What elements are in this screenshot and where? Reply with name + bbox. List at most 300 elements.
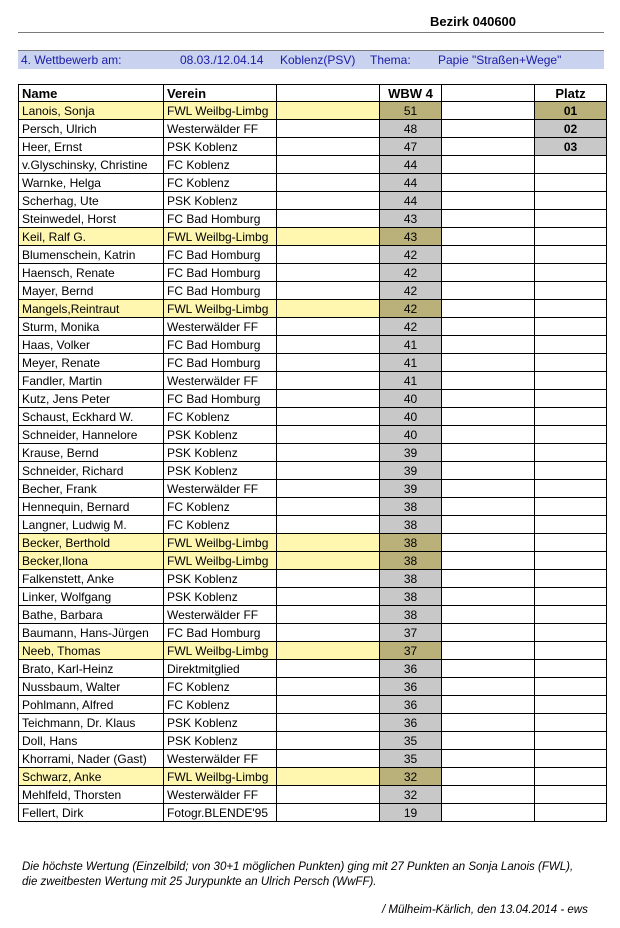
table-row <box>19 570 607 588</box>
cell-empty <box>277 552 380 570</box>
cell-platz <box>535 300 607 318</box>
cell-score: 41 <box>380 336 442 354</box>
table-row <box>19 210 607 228</box>
table-row <box>19 264 607 282</box>
cell-name: Linker, Wolfgang <box>19 588 164 606</box>
table-row <box>19 174 607 192</box>
cell-verein: FC Koblenz <box>164 156 277 174</box>
cell-score: 42 <box>380 300 442 318</box>
table-header-row <box>19 85 607 102</box>
cell-score: 36 <box>380 660 442 678</box>
cell-score: 42 <box>380 264 442 282</box>
cell-platz <box>535 588 607 606</box>
cell-platz <box>535 318 607 336</box>
cell-name: Becher, Frank <box>19 480 164 498</box>
cell-empty <box>442 102 535 120</box>
cell-empty <box>277 264 380 282</box>
cell-empty <box>442 516 535 534</box>
cell-score: 37 <box>380 642 442 660</box>
theme-value: Papie "Straßen+Wege" <box>438 53 562 67</box>
cell-verein: PSK Koblenz <box>164 138 277 156</box>
cell-empty <box>277 768 380 786</box>
results-table <box>18 84 607 822</box>
footer-line: Die höchste Wertung (Einzelbild; von 30+1 möglichen Punkten) ging mit 27 Punkten an Sonja Lanois (FWL), <box>22 861 574 873</box>
cell-score: 37 <box>380 624 442 642</box>
cell-empty <box>442 246 535 264</box>
column-header-verein: Verein <box>164 85 277 102</box>
cell-platz <box>535 156 607 174</box>
cell-empty <box>442 768 535 786</box>
table-row <box>19 750 607 768</box>
cell-name: Becker,Ilona <box>19 552 164 570</box>
cell-platz <box>535 462 607 480</box>
table-row <box>19 156 607 174</box>
cell-empty <box>277 444 380 462</box>
cell-empty <box>277 228 380 246</box>
table-row <box>19 552 607 570</box>
cell-name: Sturm, Monika <box>19 318 164 336</box>
column-header-wbw: WBW 4 <box>380 85 442 102</box>
cell-score: 38 <box>380 534 442 552</box>
cell-platz <box>535 804 607 822</box>
table-row <box>19 606 607 624</box>
cell-empty <box>277 732 380 750</box>
table-row <box>19 480 607 498</box>
cell-score: 44 <box>380 156 442 174</box>
column-header-name: Name <box>19 85 164 102</box>
table-row <box>19 120 607 138</box>
cell-verein: Westerwälder FF <box>164 372 277 390</box>
cell-name: Baumann, Hans-Jürgen <box>19 624 164 642</box>
cell-score: 43 <box>380 210 442 228</box>
cell-platz <box>535 660 607 678</box>
cell-verein: FWL Weilbg-Limbg <box>164 642 277 660</box>
column-header-platz: Platz <box>535 85 607 102</box>
cell-verein: FC Bad Homburg <box>164 624 277 642</box>
cell-empty <box>442 678 535 696</box>
cell-platz <box>535 480 607 498</box>
district-title: Bezirk 040600 <box>430 14 517 29</box>
cell-verein: Westerwälder FF <box>164 606 277 624</box>
cell-empty <box>277 138 380 156</box>
cell-empty <box>442 732 535 750</box>
cell-verein: Westerwälder FF <box>164 750 277 768</box>
cell-verein: FC Koblenz <box>164 516 277 534</box>
cell-verein: FWL Weilbg-Limbg <box>164 534 277 552</box>
cell-empty <box>277 282 380 300</box>
table-row <box>19 534 607 552</box>
cell-empty <box>277 678 380 696</box>
cell-verein: FC Koblenz <box>164 174 277 192</box>
cell-verein: FC Bad Homburg <box>164 354 277 372</box>
cell-score: 19 <box>380 804 442 822</box>
cell-name: Keil, Ralf G. <box>19 228 164 246</box>
cell-empty <box>277 606 380 624</box>
cell-empty <box>442 570 535 588</box>
cell-score: 48 <box>380 120 442 138</box>
cell-name: Warnke, Helga <box>19 174 164 192</box>
cell-verein: FC Bad Homburg <box>164 336 277 354</box>
cell-empty <box>442 156 535 174</box>
cell-empty <box>277 480 380 498</box>
cell-name: Lanois, Sonja <box>19 102 164 120</box>
cell-name: Nussbaum, Walter <box>19 678 164 696</box>
cell-platz <box>535 696 607 714</box>
cell-empty <box>277 588 380 606</box>
cell-verein: Westerwälder FF <box>164 480 277 498</box>
cell-score: 36 <box>380 696 442 714</box>
cell-name: Blumenschein, Katrin <box>19 246 164 264</box>
cell-empty <box>442 426 535 444</box>
cell-platz <box>535 372 607 390</box>
cell-empty <box>277 408 380 426</box>
cell-platz: 03 <box>535 138 607 156</box>
cell-empty <box>442 138 535 156</box>
cell-score: 32 <box>380 786 442 804</box>
table-row <box>19 390 607 408</box>
cell-empty <box>277 498 380 516</box>
cell-verein: PSK Koblenz <box>164 462 277 480</box>
footer-line: die zweitbesten Wertung mit 25 Jurypunkte an Ulrich Persch (WwFF). <box>22 876 377 888</box>
table-row <box>19 768 607 786</box>
table-row <box>19 804 607 822</box>
table-row <box>19 498 607 516</box>
cell-score: 38 <box>380 516 442 534</box>
cell-platz <box>535 174 607 192</box>
cell-name: Fellert, Dirk <box>19 804 164 822</box>
cell-empty <box>442 786 535 804</box>
cell-verein: PSK Koblenz <box>164 192 277 210</box>
cell-name: Khorrami, Nader (Gast) <box>19 750 164 768</box>
cell-platz <box>535 192 607 210</box>
cell-verein: FC Koblenz <box>164 408 277 426</box>
cell-name: Hennequin, Bernard <box>19 498 164 516</box>
cell-platz <box>535 714 607 732</box>
cell-platz <box>535 750 607 768</box>
cell-name: Mehlfeld, Thorsten <box>19 786 164 804</box>
cell-verein: Westerwälder FF <box>164 120 277 138</box>
cell-empty <box>277 174 380 192</box>
cell-verein: FWL Weilbg-Limbg <box>164 552 277 570</box>
cell-name: Bathe, Barbara <box>19 606 164 624</box>
table-row <box>19 300 607 318</box>
cell-verein: FWL Weilbg-Limbg <box>164 300 277 318</box>
cell-name: Schaust, Eckhard W. <box>19 408 164 426</box>
cell-empty <box>442 174 535 192</box>
cell-verein: PSK Koblenz <box>164 426 277 444</box>
cell-score: 38 <box>380 552 442 570</box>
cell-empty <box>277 804 380 822</box>
cell-name: v.Glyschinsky, Christine <box>19 156 164 174</box>
cell-empty <box>277 354 380 372</box>
cell-platz <box>535 732 607 750</box>
table-row <box>19 336 607 354</box>
cell-name: Heer, Ernst <box>19 138 164 156</box>
table-row <box>19 246 607 264</box>
cell-name: Becker, Berthold <box>19 534 164 552</box>
cell-platz <box>535 408 607 426</box>
cell-name: Neeb, Thomas <box>19 642 164 660</box>
cell-score: 42 <box>380 318 442 336</box>
table-row <box>19 282 607 300</box>
cell-verein: Westerwälder FF <box>164 786 277 804</box>
column-header-empty <box>442 85 535 102</box>
cell-platz <box>535 516 607 534</box>
cell-name: Teichmann, Dr. Klaus <box>19 714 164 732</box>
cell-empty <box>442 192 535 210</box>
table-row <box>19 624 607 642</box>
cell-name: Haensch, Renate <box>19 264 164 282</box>
cell-score: 41 <box>380 372 442 390</box>
cell-name: Fandler, Martin <box>19 372 164 390</box>
cell-empty <box>442 804 535 822</box>
cell-name: Mayer, Bernd <box>19 282 164 300</box>
cell-score: 47 <box>380 138 442 156</box>
cell-verein: FWL Weilbg-Limbg <box>164 768 277 786</box>
cell-verein: FC Bad Homburg <box>164 246 277 264</box>
cell-platz <box>535 534 607 552</box>
cell-empty <box>442 318 535 336</box>
cell-platz <box>535 210 607 228</box>
cell-name: Scherhag, Ute <box>19 192 164 210</box>
cell-empty <box>442 660 535 678</box>
cell-name: Schwarz, Anke <box>19 768 164 786</box>
cell-platz <box>535 336 607 354</box>
cell-empty <box>277 336 380 354</box>
cell-name: Langner, Ludwig M. <box>19 516 164 534</box>
cell-empty <box>442 120 535 138</box>
cell-name: Persch, Ulrich <box>19 120 164 138</box>
cell-verein: Westerwälder FF <box>164 318 277 336</box>
cell-verein: FWL Weilbg-Limbg <box>164 102 277 120</box>
cell-name: Pohlmann, Alfred <box>19 696 164 714</box>
cell-empty <box>277 516 380 534</box>
cell-empty <box>442 588 535 606</box>
cell-empty <box>277 426 380 444</box>
cell-score: 39 <box>380 462 442 480</box>
cell-platz <box>535 678 607 696</box>
cell-verein: FC Koblenz <box>164 696 277 714</box>
table-row <box>19 426 607 444</box>
cell-empty <box>277 750 380 768</box>
cell-verein: FC Bad Homburg <box>164 210 277 228</box>
cell-score: 36 <box>380 714 442 732</box>
cell-verein: FC Bad Homburg <box>164 390 277 408</box>
cell-empty <box>442 534 535 552</box>
cell-score: 35 <box>380 750 442 768</box>
cell-empty <box>277 570 380 588</box>
theme-label: Thema: <box>370 53 411 67</box>
table-row <box>19 714 607 732</box>
cell-empty <box>277 318 380 336</box>
cell-empty <box>277 786 380 804</box>
cell-empty <box>277 156 380 174</box>
cell-score: 42 <box>380 282 442 300</box>
cell-score: 42 <box>380 246 442 264</box>
cell-verein: FC Koblenz <box>164 498 277 516</box>
cell-platz <box>535 354 607 372</box>
cell-name: Schneider, Hannelore <box>19 426 164 444</box>
cell-empty <box>442 498 535 516</box>
cell-name: Steinwedel, Horst <box>19 210 164 228</box>
cell-empty <box>442 282 535 300</box>
cell-score: 38 <box>380 570 442 588</box>
cell-platz <box>535 426 607 444</box>
cell-empty <box>277 696 380 714</box>
cell-empty <box>442 354 535 372</box>
cell-verein: Direktmitglied <box>164 660 277 678</box>
cell-score: 40 <box>380 390 442 408</box>
cell-empty <box>442 300 535 318</box>
cell-verein: PSK Koblenz <box>164 714 277 732</box>
cell-empty <box>442 750 535 768</box>
cell-platz <box>535 282 607 300</box>
table-row <box>19 660 607 678</box>
table-row <box>19 696 607 714</box>
table-row <box>19 588 607 606</box>
cell-empty <box>442 210 535 228</box>
cell-score: 38 <box>380 588 442 606</box>
table-row <box>19 102 607 120</box>
cell-name: Krause, Bernd <box>19 444 164 462</box>
cell-verein: FWL Weilbg-Limbg <box>164 228 277 246</box>
cell-name: Brato, Karl-Heinz <box>19 660 164 678</box>
table-row <box>19 732 607 750</box>
column-header-empty <box>277 85 380 102</box>
cell-empty <box>277 390 380 408</box>
table-row <box>19 786 607 804</box>
table-row <box>19 462 607 480</box>
cell-empty <box>442 462 535 480</box>
table-row <box>19 318 607 336</box>
cell-empty <box>442 606 535 624</box>
cell-empty <box>277 372 380 390</box>
cell-empty <box>442 552 535 570</box>
cell-empty <box>277 714 380 732</box>
table-row <box>19 408 607 426</box>
cell-empty <box>442 444 535 462</box>
cell-platz <box>535 570 607 588</box>
cell-verein: PSK Koblenz <box>164 588 277 606</box>
competition-dates: 08.03./12.04.14 <box>180 53 264 67</box>
cell-score: 44 <box>380 174 442 192</box>
competition-label: 4. Wettbewerb am: <box>21 53 122 67</box>
cell-score: 51 <box>380 102 442 120</box>
cell-verein: Fotogr.BLENDE'95 <box>164 804 277 822</box>
cell-name: Doll, Hans <box>19 732 164 750</box>
cell-empty <box>442 696 535 714</box>
cell-name: Haas, Volker <box>19 336 164 354</box>
cell-platz <box>535 768 607 786</box>
cell-score: 36 <box>380 678 442 696</box>
cell-platz: 01 <box>535 102 607 120</box>
cell-empty <box>277 102 380 120</box>
cell-name: Schneider, Richard <box>19 462 164 480</box>
cell-verein: FC Bad Homburg <box>164 264 277 282</box>
cell-platz <box>535 246 607 264</box>
table-row <box>19 642 607 660</box>
cell-score: 38 <box>380 606 442 624</box>
competition-place: Koblenz(PSV) <box>280 53 356 67</box>
cell-name: Kutz, Jens Peter <box>19 390 164 408</box>
competition-info-bar <box>18 50 604 69</box>
cell-score: 40 <box>380 408 442 426</box>
cell-score: 39 <box>380 480 442 498</box>
table-row <box>19 192 607 210</box>
cell-empty <box>277 624 380 642</box>
cell-verein: PSK Koblenz <box>164 444 277 462</box>
cell-empty <box>277 660 380 678</box>
cell-empty <box>442 264 535 282</box>
table-row <box>19 138 607 156</box>
cell-verein: FC Koblenz <box>164 678 277 696</box>
cell-platz <box>535 624 607 642</box>
cell-score: 32 <box>380 768 442 786</box>
cell-name: Mangels,Reintraut <box>19 300 164 318</box>
cell-verein: FC Bad Homburg <box>164 282 277 300</box>
cell-platz <box>535 390 607 408</box>
cell-empty <box>277 246 380 264</box>
cell-platz <box>535 642 607 660</box>
cell-score: 41 <box>380 354 442 372</box>
cell-empty <box>277 192 380 210</box>
cell-score: 35 <box>380 732 442 750</box>
cell-score: 40 <box>380 426 442 444</box>
table-row <box>19 516 607 534</box>
cell-score: 38 <box>380 498 442 516</box>
cell-verein: PSK Koblenz <box>164 732 277 750</box>
cell-empty <box>442 408 535 426</box>
table-row <box>19 678 607 696</box>
cell-empty <box>277 210 380 228</box>
cell-name: Falkenstett, Anke <box>19 570 164 588</box>
cell-empty <box>277 462 380 480</box>
signature-line: / Mülheim-Kärlich, den 13.04.2014 - ews <box>382 904 588 916</box>
footer-note <box>22 860 573 890</box>
cell-platz <box>535 228 607 246</box>
cell-empty <box>277 534 380 552</box>
cell-empty <box>442 228 535 246</box>
cell-platz <box>535 498 607 516</box>
cell-platz <box>535 264 607 282</box>
divider <box>18 32 604 33</box>
cell-empty <box>442 624 535 642</box>
cell-empty <box>442 372 535 390</box>
cell-empty <box>442 336 535 354</box>
table-row <box>19 372 607 390</box>
cell-empty <box>442 714 535 732</box>
cell-platz: 02 <box>535 120 607 138</box>
cell-platz <box>535 606 607 624</box>
cell-name: Meyer, Renate <box>19 354 164 372</box>
table-row <box>19 228 607 246</box>
cell-empty <box>277 120 380 138</box>
cell-verein: PSK Koblenz <box>164 570 277 588</box>
cell-empty <box>277 300 380 318</box>
cell-empty <box>442 480 535 498</box>
table-row <box>19 444 607 462</box>
cell-empty <box>442 390 535 408</box>
cell-platz <box>535 786 607 804</box>
cell-empty <box>277 642 380 660</box>
cell-score: 43 <box>380 228 442 246</box>
cell-score: 44 <box>380 192 442 210</box>
cell-platz <box>535 444 607 462</box>
cell-platz <box>535 552 607 570</box>
table-row <box>19 354 607 372</box>
cell-score: 39 <box>380 444 442 462</box>
cell-empty <box>442 642 535 660</box>
